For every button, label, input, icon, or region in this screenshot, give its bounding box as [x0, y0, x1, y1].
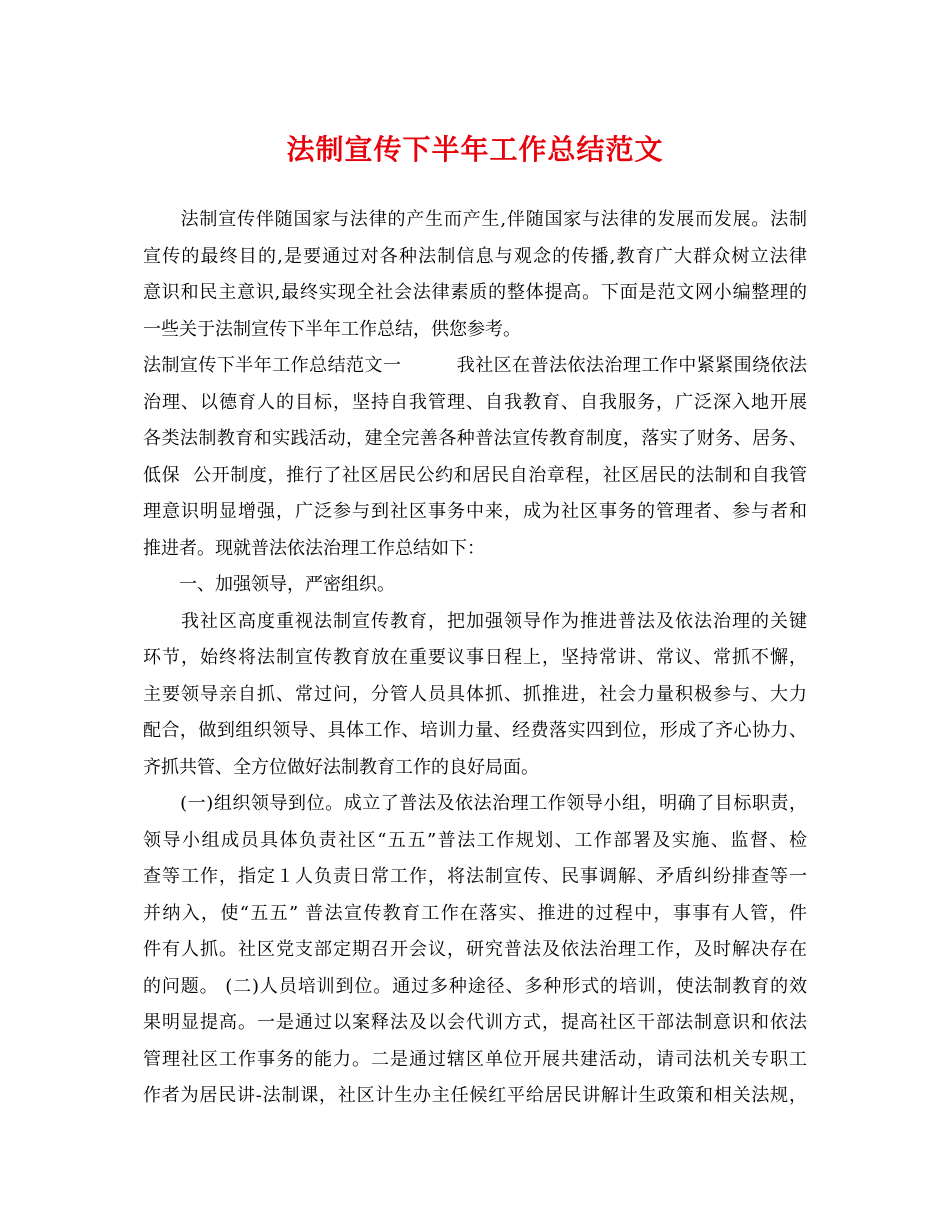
body-line: 齐抓共管、全方位做好法制教育工作的良好局面。 [143, 756, 539, 778]
body-line: 果明显提高。一是通过以案释法及以会代训方式，提高社区干部法制意识和依法 [143, 1012, 807, 1033]
body-line: 一、加强领导，严密组织。 [143, 574, 395, 595]
body-line: 治理、以德育人的目标，坚持自我管理、自我教育、自我服务，广泛深入地开展 [143, 391, 807, 413]
body-line: 宣传的最终目的,是要通过对各种法制信息与观念的传播,教育广大群众树立法律 [143, 245, 807, 267]
body-line: 低保 公开制度，推行了社区居民公约和居民自治章程，社区居民的法制和自我管 [143, 464, 807, 486]
body-line: 领导小组成员具体负责社区“五五”普法工作规划、工作部署及实施、监督、检 [143, 829, 807, 851]
body-line: 主要领导亲自抓、常过问，分管人员具体抓、抓推进，社会力量积极参与、大力 [143, 683, 807, 705]
body-line: 的问题。 (二)人员培训到位。通过多种途径、多种形式的培训，使法制教育的效 [143, 975, 807, 997]
body-line: 环节，始终将法制宣传教育放在重要议事日程上，坚持常讲、常议、常抓不懈， [143, 647, 807, 668]
document-title: 法制宣传下半年工作总结范文 [286, 133, 664, 166]
body-line: 作者为居民讲-法制课，社区计生办主任候红平给居民讲解计生政策和相关法规， [143, 1085, 807, 1106]
body-line: 意识和民主意识,最终实现全社会法律素质的整体提高。下面是范文网小编整理的 [143, 282, 807, 303]
body-line: 我社区高度重视法制宣传教育，把加强领导作为推进普法及依法治理的关键 [143, 610, 807, 632]
body-line: 配合，做到组织领导、具体工作、培训力量、经费落实四到位，形成了齐心协力、 [143, 720, 807, 741]
body-line: 件有人抓。社区党支部定期召开会议，研究普法及依法治理工作，及时解决存在 [143, 939, 807, 960]
body-line: (一)组织领导到位。成立了普法及依法治理工作领导小组，明确了目标职责， [143, 793, 807, 814]
body-line: 查等工作，指定１人负责日常工作，将法制宣传、民事调解、矛盾纠纷排查等一 [143, 866, 807, 887]
document-body [143, 202, 807, 1115]
body-line: 并纳入，使“五五” 普法宣传教育工作在落实、推进的过程中，事事有人管，件 [143, 902, 807, 924]
body-line: 法制宣传伴随国家与法律的产生而产生,伴随国家与法律的发展而发展。法制 [143, 209, 807, 230]
body-line: 法制宣传下半年工作总结范文一 我社区在普法依法治理工作中紧紧围绕依法 [143, 355, 807, 376]
body-line: 推进者。现就普法依法治理工作总结如下： [143, 537, 485, 559]
body-line: 一些关于法制宣传下半年工作总结，供您参考。 [143, 318, 521, 340]
body-line: 管理社区工作事务的能力。二是通过辖区单位开展共建活动，请司法机关专职工 [143, 1048, 807, 1070]
body-line: 各类法制教育和实践活动，建全完善各种普法宣传教育制度，落实了财务、居务、 [143, 428, 807, 449]
body-line: 理意识明显增强，广泛参与到社区事务中来，成为社区事务的管理者、参与者和 [143, 501, 807, 522]
